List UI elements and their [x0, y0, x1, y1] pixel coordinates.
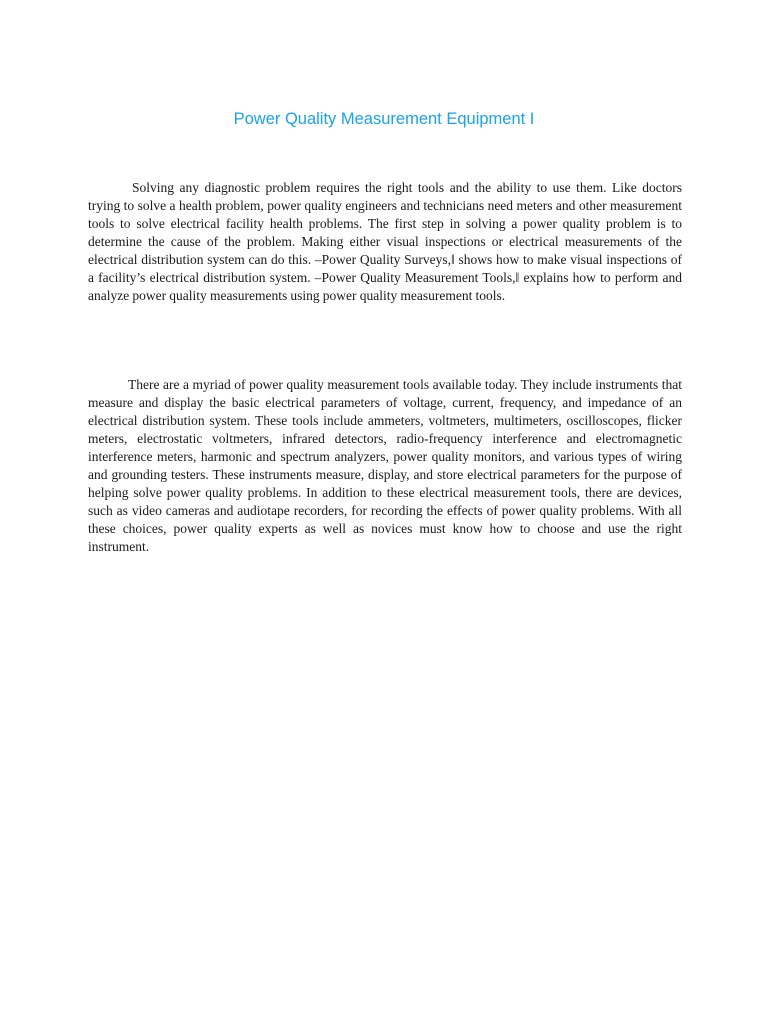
body-paragraph-2: There are a myriad of power quality measurement tools available today. They include instruments that measure and display the basic electrical parameters of voltage, current, frequency, and impedance of an electrical distribution system. These tools include ammeters, voltmeters, multimeters, oscilloscopes, flicker meters, electrostatic voltmeters, infrared detectors, radio-frequency interference and electromagnetic interference meters, harmonic and spectrum analyzers, power quality monitors, and various types of wiring and grounding testers. These instruments measure, display, and store electrical parameters for the purpose of helping solve power quality problems. In addition to these electrical measurement tools, there are devices, such as video cameras and audiotape recorders, for recording the effects of power quality problems. With all these choices, power quality experts as well as novices must know how to choose and use the right instrument.: [88, 377, 682, 554]
page-title: Power Quality Measurement Equipment I: [233, 110, 535, 128]
body-paragraph-1: Solving any diagnostic problem requires the right tools and the ability to use them. Like doctors trying to solve a health problem, power quality engineers and technicians need meters and other measurement tools to solve electrical facility health problems. The first step in solving a power quality problem is to determine the cause of the problem. Making either visual inspections or electrical measurements of the electrical distribution system can do this. –Power Quality Surveys,‖ shows how to make visual inspections of a facility’s electrical distribution system. –Power Quality Measurement Tools,‖ explains how to perform and analyze power quality measurements using power quality measurement tools.: [88, 180, 682, 303]
